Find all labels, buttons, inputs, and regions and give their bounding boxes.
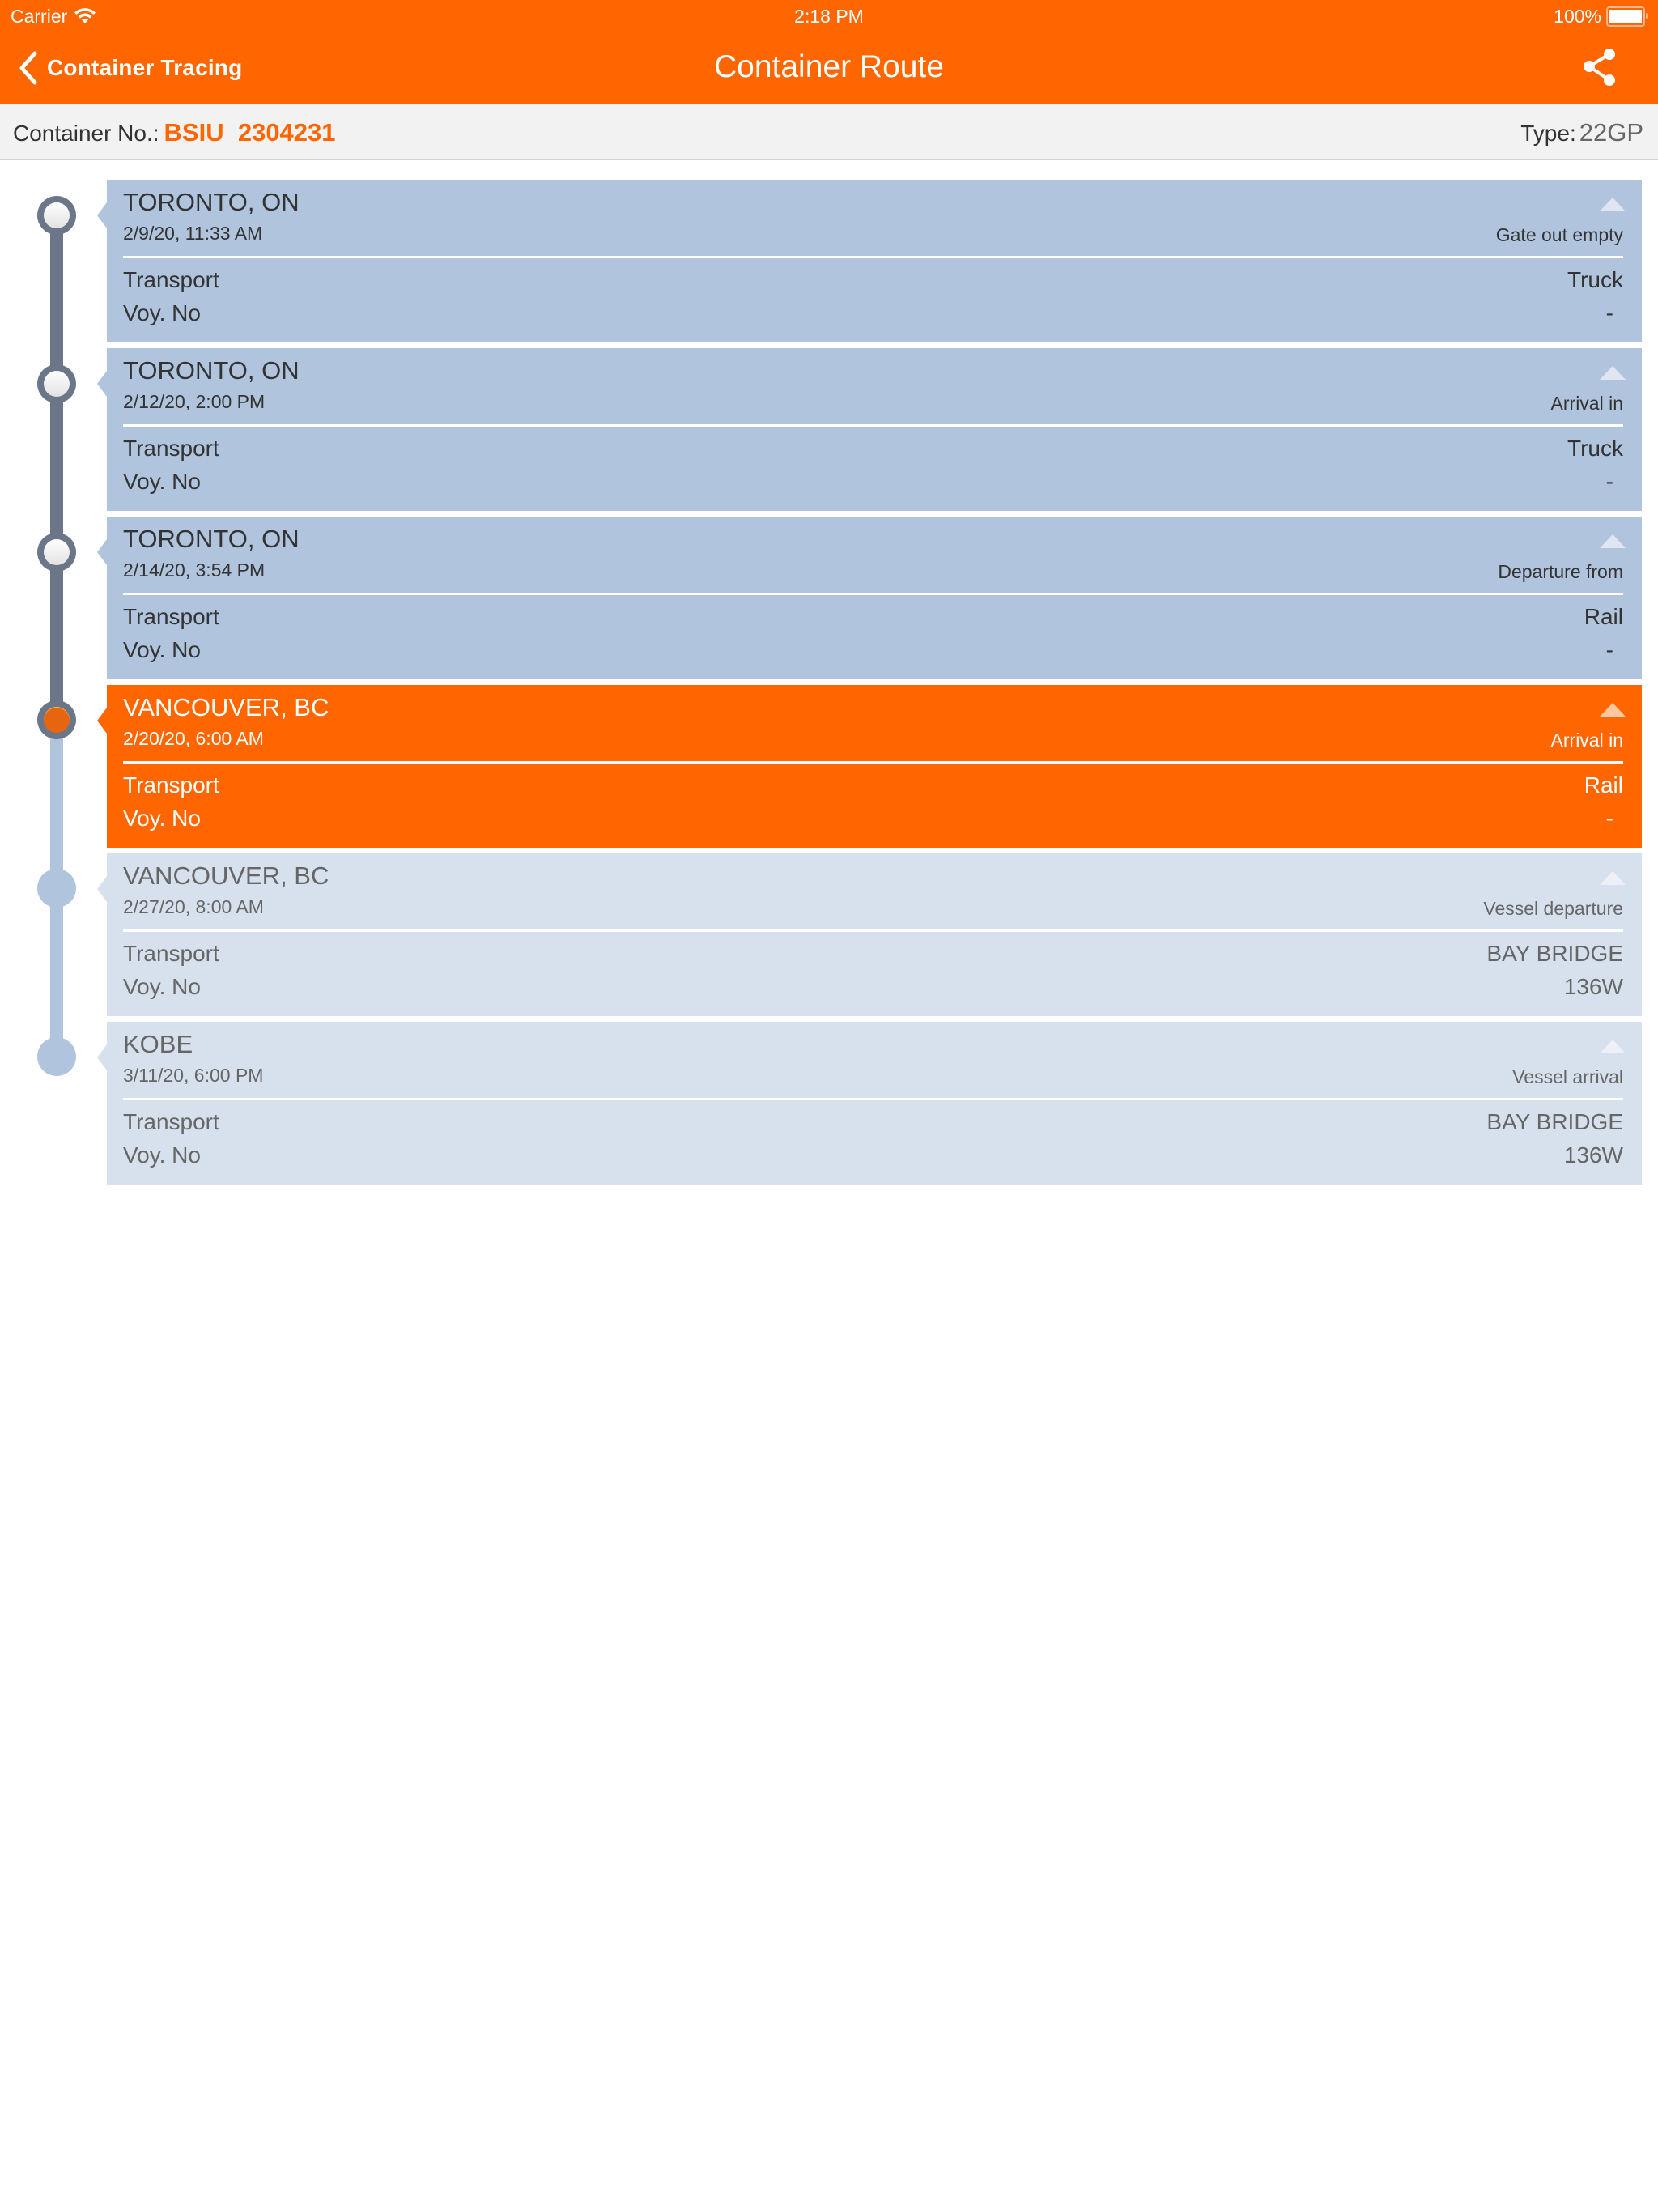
voyage-label: Voy. No xyxy=(123,806,201,831)
card-pointer xyxy=(97,708,107,734)
transport-label: Transport xyxy=(123,1109,219,1134)
transport-label: Transport xyxy=(123,772,219,798)
container-number-label: Container No.: xyxy=(13,121,159,146)
card-divider xyxy=(123,761,1623,764)
collapse-triangle-icon[interactable] xyxy=(1600,1040,1626,1053)
page-title: Container Route xyxy=(713,49,944,84)
voyage-value: - xyxy=(1605,806,1613,831)
event-location: VANCOUVER, BC xyxy=(123,693,329,721)
card-divider xyxy=(123,256,1623,258)
transport-label: Transport xyxy=(123,436,219,461)
transport-label: Transport xyxy=(123,267,219,292)
container-type-label: Type: xyxy=(1520,121,1576,146)
transport-value: Truck xyxy=(1567,267,1623,292)
voyage-label: Voy. No xyxy=(123,637,201,662)
event-type: Departure from xyxy=(1498,561,1623,582)
status-bar-right xyxy=(1554,3,1645,29)
event-card[interactable] xyxy=(107,853,1642,1016)
back-label: Container Tracing xyxy=(47,55,243,80)
collapse-triangle-icon[interactable] xyxy=(1600,198,1626,211)
event-location: TORONTO, ON xyxy=(123,356,300,385)
event-datetime: 2/27/20, 8:00 AM xyxy=(123,896,264,917)
event-location: TORONTO, ON xyxy=(123,525,300,553)
timeline-line-completed xyxy=(50,215,63,720)
voyage-label: Voy. No xyxy=(123,974,201,999)
event-datetime: 2/12/20, 2:00 PM xyxy=(123,391,266,412)
event-datetime: 2/14/20, 3:54 PM xyxy=(123,559,266,581)
event-type: Arrival in xyxy=(1550,393,1623,414)
card-pointer xyxy=(97,539,107,565)
carrier-label: Carrier xyxy=(11,6,68,27)
event-card[interactable] xyxy=(107,180,1642,342)
timeline-dot-completed xyxy=(37,364,76,403)
event-datetime: 3/11/20, 6:00 PM xyxy=(123,1065,264,1086)
voyage-value: - xyxy=(1605,300,1613,325)
event-type: Gate out empty xyxy=(1495,224,1623,245)
event-type: Vessel arrival xyxy=(1512,1066,1623,1087)
event-card[interactable] xyxy=(107,517,1642,679)
voyage-value: - xyxy=(1605,469,1613,494)
card-divider xyxy=(123,424,1623,427)
status-time: 2:18 PM xyxy=(794,6,864,27)
card-pointer xyxy=(97,371,107,397)
share-button[interactable] xyxy=(1579,45,1624,91)
timeline-dot-completed xyxy=(37,533,76,572)
event-datetime: 2/9/20, 11:33 AM xyxy=(123,223,263,244)
event-card[interactable] xyxy=(107,348,1642,511)
voyage-value: 136W xyxy=(1563,974,1623,999)
event-card-current[interactable] xyxy=(107,685,1642,848)
collapse-triangle-icon[interactable] xyxy=(1600,703,1626,717)
voyage-label: Voy. No xyxy=(123,1142,201,1168)
collapse-triangle-icon[interactable] xyxy=(1600,871,1626,885)
card-pointer xyxy=(97,876,107,902)
battery-icon xyxy=(1606,6,1645,27)
transport-value: Truck xyxy=(1567,436,1623,461)
timeline-dot-upcoming xyxy=(37,1037,76,1076)
event-type: Vessel departure xyxy=(1483,898,1623,919)
voyage-value: 136W xyxy=(1563,1142,1623,1168)
event-datetime: 2/20/20, 6:00 AM xyxy=(123,728,264,749)
container-info-bar xyxy=(0,104,1658,160)
card-divider xyxy=(123,1098,1623,1100)
card-divider xyxy=(123,929,1623,932)
transport-label: Transport xyxy=(123,604,219,629)
timeline-dot-current xyxy=(37,700,76,739)
container-number xyxy=(13,117,336,149)
card-divider xyxy=(123,593,1623,595)
collapse-triangle-icon[interactable] xyxy=(1600,366,1626,380)
transport-value: Rail xyxy=(1584,772,1623,798)
card-pointer xyxy=(97,1044,107,1070)
container-type xyxy=(1520,117,1643,149)
transport-value: Rail xyxy=(1584,604,1623,629)
share-icon xyxy=(1579,45,1624,91)
card-pointer xyxy=(97,202,107,228)
transport-label: Transport xyxy=(123,941,219,966)
container-number-value: BSIU 2304231 xyxy=(164,118,336,147)
container-type-value: 22GP xyxy=(1579,118,1643,147)
event-location: VANCOUVER, BC xyxy=(123,861,329,890)
event-type: Arrival in xyxy=(1550,730,1623,751)
battery-percent: 100% xyxy=(1554,6,1601,27)
timeline-dot-completed xyxy=(37,196,76,235)
event-card[interactable] xyxy=(107,1022,1642,1185)
navigation-bar xyxy=(0,0,1658,104)
voyage-label: Voy. No xyxy=(123,300,201,325)
collapse-triangle-icon[interactable] xyxy=(1600,534,1626,548)
voyage-value: - xyxy=(1605,637,1613,662)
voyage-label: Voy. No xyxy=(123,469,201,494)
timeline-dot-upcoming xyxy=(37,869,76,908)
transport-value: BAY BRIDGE xyxy=(1486,1109,1623,1134)
event-location: KOBE xyxy=(123,1030,193,1058)
transport-value: BAY BRIDGE xyxy=(1486,941,1623,966)
event-location: TORONTO, ON xyxy=(123,188,300,216)
